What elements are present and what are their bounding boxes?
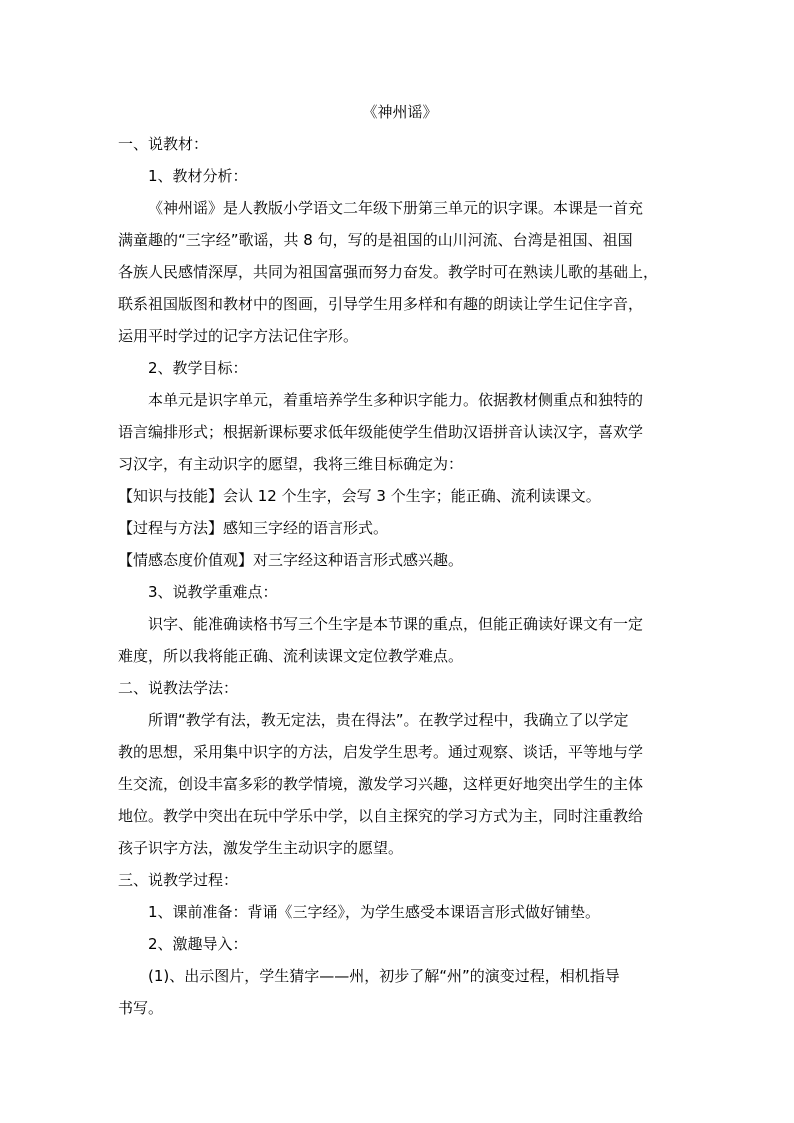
paragraph-line: 《神州谣》是人教版小学语文二年级下册第三单元的识字课。本课是一首充 [148, 199, 644, 217]
paragraph-line: 【情感态度价值观】对三字经这种语言形式感兴趣。 [118, 551, 464, 569]
paragraph-line: 【知识与技能】会认 12 个生字，会写 3 个生字；能正确、流利读课文。 [118, 487, 601, 505]
paragraph-line: 语言编排形式；根据新课标要求低年级能使学生借助汉语拼音认读汉字，喜欢学 [118, 423, 644, 441]
paragraph-line: 2、教学目标： [148, 359, 248, 377]
paragraph-line: 识字、能准确读格书写三个生字是本节课的重点，但能正确读好课文有一定 [148, 615, 644, 633]
paragraph-line: 联系祖国版图和教材中的图画，引导学生用多样和有趣的朗读让学生记住字音， [118, 295, 644, 313]
paragraph-line: 二、说教法学法： [118, 679, 239, 697]
paragraph-line: 运用平时学过的记字方法记住字形。 [118, 327, 359, 345]
paragraph-line: 2、激趣导入： [148, 935, 248, 953]
paragraph-line: 本单元是识字单元，着重培养学生多种识字能力。依据教材侧重点和独特的 [148, 391, 644, 409]
paragraph-line: 教的思想，采用集中识字的方法，启发学生思考。通过观察、谈话，平等地与学 [118, 743, 644, 761]
paragraph-line: (1)、出示图片，学生猜字——州，初步了解“州”的演变过程，相机指导 [148, 967, 620, 985]
paragraph-line: 三、说教学过程： [118, 871, 239, 889]
paragraph-line: 3、说教学重难点： [148, 583, 278, 601]
paragraph-line: 【过程与方法】感知三字经的语言形式。 [118, 519, 389, 537]
paragraph-line: 书写。 [118, 999, 164, 1017]
paragraph-line: 各族人民感情深厚，共同为祖国富强而努力奋发。教学时可在熟读儿歌的基础上， [118, 263, 659, 281]
paragraph-line: 习汉字，有主动识字的愿望，我将三维目标确定为： [118, 455, 464, 473]
paragraph-line: 地位。教学中突出在玩中学乐中学，以自主探究的学习方式为主，同时注重教给 [118, 807, 644, 825]
paragraph-line: 1、课前准备：背诵《三字经》，为学生感受本课语言形式做好铺垫。 [148, 903, 601, 921]
paragraph-line: 一、说教材： [118, 135, 209, 153]
paragraph-line: 1、教材分析： [148, 167, 248, 185]
document-lines [118, 128, 682, 1024]
paragraph-line: 生交流，创设丰富多彩的教学情境，激发学习兴趣，这样更好地突出学生的主体 [118, 775, 644, 793]
paragraph-line: 孩子识字方法，激发学生主动识字的愿望。 [118, 839, 404, 857]
paragraph-line: 满童趣的“三字经”歌谣，共 8 句，写的是祖国的山川河流、台湾是祖国、祖国 [118, 231, 633, 249]
paragraph-line: 难度，所以我将能正确、流利读课文定位教学难点。 [118, 647, 464, 665]
paragraph-line: 所谓“教学有法，教无定法，贵在得法”。在教学过程中，我确立了以学定 [148, 711, 629, 729]
document-title: 《神州谣》 [362, 103, 438, 121]
document-body [118, 96, 682, 1024]
